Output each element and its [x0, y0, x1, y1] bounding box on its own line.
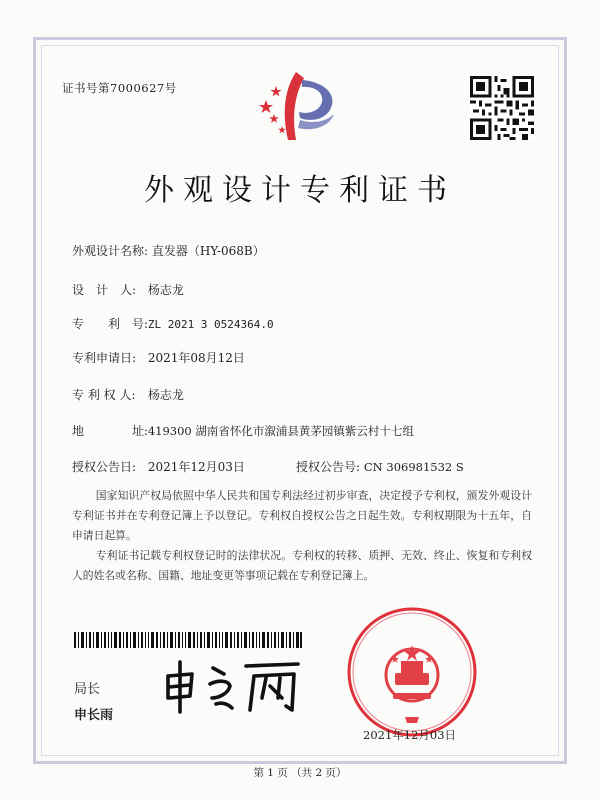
field-label: 专利申请日: — [72, 351, 137, 365]
body-paragraph-1: 国家知识产权局依照中华人民共和国专利法经过初步审查，决定授予专利权，颁发外观设计专利证书并在专利登记簿上予以登记。专利权自授权公告之日起生效。专利权期限为十五年，自申请日起算。 — [72, 489, 532, 542]
field-label: 专 利 权 人: — [72, 388, 136, 402]
field-label: 外观设计名称: — [72, 244, 149, 258]
qr-code-icon — [470, 76, 534, 140]
field-patentee — [72, 386, 184, 403]
field-value: 2021年12月03日 — [147, 460, 245, 474]
field-address — [72, 422, 414, 439]
page-title: 外观设计专利证书 — [144, 173, 456, 208]
field-label: 授权公告号: — [296, 460, 361, 474]
signatory-name: 申长雨 — [74, 708, 114, 723]
field-filing-date — [72, 349, 245, 366]
field-value: CN 306981532 S — [363, 460, 464, 474]
field-label: 地 址: — [72, 424, 149, 438]
field-value: 419300 湖南省怀化市溆浦县黄茅园镇紫云村十七组 — [147, 424, 414, 438]
field-grant-number — [296, 458, 464, 475]
certificate-number: 证书号第7000627号 — [62, 81, 177, 95]
official-seal — [345, 605, 479, 739]
page-number: 第 1 页 （共 2 页） — [253, 767, 347, 779]
handwritten-signature — [158, 654, 308, 716]
field-designer — [72, 281, 184, 298]
field-patent-number — [72, 315, 274, 332]
field-design-name — [72, 242, 265, 259]
field-value: 杨志龙 — [147, 388, 184, 402]
field-label: 设 计 人: — [72, 283, 137, 297]
field-value: 杨志龙 — [147, 283, 184, 297]
field-value: 直发器（HY-068B） — [151, 244, 265, 258]
seal-date: 2021年12月03日 — [363, 728, 457, 742]
cnipa-logo-icon — [252, 70, 344, 142]
body-paragraph-2: 专利证书记载专利权登记时的法律状况。专利权的转移、质押、无效、终止、恢复和专利权人的姓名或名称、国籍、地址变更等事项记载在专利登记簿上。 — [72, 549, 532, 582]
field-value: ZL 2021 3 0524364.0 — [147, 318, 274, 331]
signatory-title: 局长 — [74, 682, 101, 697]
field-label: 专 利 号: — [72, 317, 149, 331]
field-label: 授权公告日: — [72, 460, 137, 474]
field-grant-date — [72, 458, 245, 475]
barcode-icon — [74, 632, 302, 648]
field-value: 2021年08月12日 — [147, 351, 245, 365]
